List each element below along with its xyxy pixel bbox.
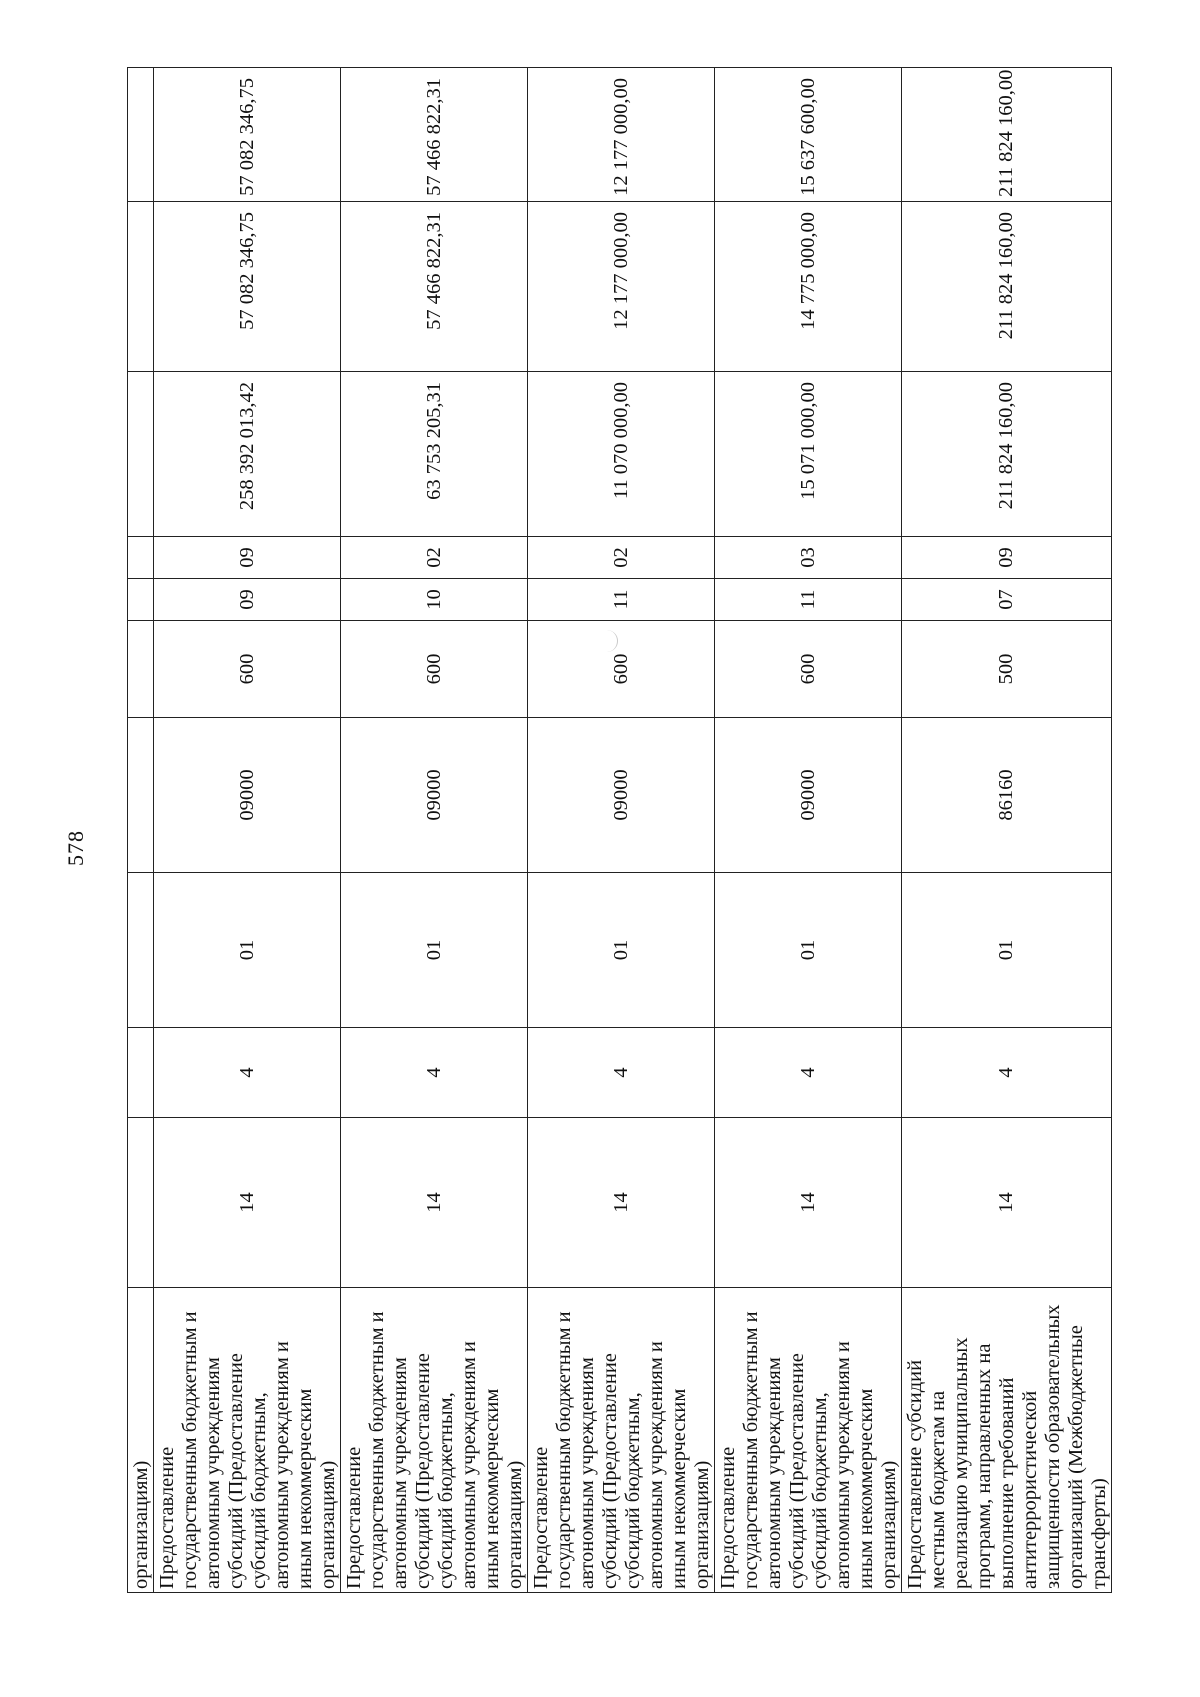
- code-cell: 600: [154, 621, 341, 718]
- amount-cell: 57 082 346,75: [154, 202, 341, 372]
- empty-cell: [128, 621, 154, 718]
- code-cell: 14: [528, 1118, 715, 1288]
- table-row: [715, 68, 902, 1593]
- code-cell: 600: [715, 621, 902, 718]
- code-cell: 01: [528, 873, 715, 1028]
- row-description: Предоставление государственным бюджетным и автономным учреждениям субсидий (Предоставление субсидий бюджетным, автономным учреждениям и иным некоммерческим организациям): [528, 1288, 715, 1593]
- amount-cell: 12 177 000,00: [528, 68, 715, 202]
- amount-cell: 57 466 822,31: [341, 202, 528, 372]
- code-cell: 01: [341, 873, 528, 1028]
- code-cell: 600: [341, 621, 528, 718]
- code-cell: 11: [528, 579, 715, 621]
- code-cell: 03: [715, 537, 902, 579]
- code-cell: 09000: [528, 718, 715, 873]
- code-cell: 07: [902, 579, 1112, 621]
- rotated-page-content: [127, 68, 1110, 1593]
- code-cell: 4: [528, 1028, 715, 1118]
- empty-cell: [128, 718, 154, 873]
- empty-cell: [128, 68, 154, 202]
- code-cell: 4: [715, 1028, 902, 1118]
- code-cell: 01: [154, 873, 341, 1028]
- code-cell: 09000: [341, 718, 528, 873]
- continuation-text: организациям): [128, 1288, 154, 1593]
- code-cell: 14: [902, 1118, 1112, 1288]
- amount-cell: 211 824 160,00: [902, 202, 1112, 372]
- empty-cell: [128, 537, 154, 579]
- row-description: Предоставление государственным бюджетным и автономным учреждениям субсидий (Предоставление субсидий бюджетным, автономным учреждениям и иным некоммерческим организациям): [154, 1288, 341, 1593]
- row-description: Предоставление государственным бюджетным и автономным учреждениям субсидий (Предоставление субсидий бюджетным, автономным учреждениям и иным некоммерческим организациям): [715, 1288, 902, 1593]
- row-description: Предоставление государственным бюджетным и автономным учреждениям субсидий (Предоставление субсидий бюджетным, автономным учреждениям и иным некоммерческим организациям): [341, 1288, 528, 1593]
- amount-cell: 211 824 160,00: [902, 68, 1112, 202]
- row-description: Предоставление субсидий местным бюджетам на реализацию муниципальных программ, направленных на выполнение требований антитеррористической защищенности образовательных организаций (Межбюджетные трансферты): [902, 1288, 1112, 1593]
- amount-cell: 57 466 822,31: [341, 68, 528, 202]
- code-cell: 09000: [154, 718, 341, 873]
- amount-cell: 211 824 160,00: [902, 372, 1112, 537]
- amount-cell: 258 392 013,42: [154, 372, 341, 537]
- table-row: [341, 68, 528, 1593]
- code-cell: 02: [528, 537, 715, 579]
- amount-cell: 57 082 346,75: [154, 68, 341, 202]
- code-cell: 10: [341, 579, 528, 621]
- amount-cell: 14 775 000,00: [715, 202, 902, 372]
- page-number: 578: [63, 830, 88, 866]
- code-cell: 09: [902, 537, 1112, 579]
- code-cell: 11: [715, 579, 902, 621]
- amount-cell: 11 070 000,00: [528, 372, 715, 537]
- empty-cell: [128, 579, 154, 621]
- code-cell: 600: [528, 621, 715, 718]
- code-cell: 09: [154, 537, 341, 579]
- code-cell: 4: [902, 1028, 1112, 1118]
- table-row: [902, 68, 1112, 1593]
- empty-cell: [128, 202, 154, 372]
- code-cell: 4: [154, 1028, 341, 1118]
- amount-cell: 63 753 205,31: [341, 372, 528, 537]
- code-cell: 09000: [715, 718, 902, 873]
- rotated-table-area: [127, 68, 1110, 1593]
- code-cell: 14: [715, 1118, 902, 1288]
- amount-cell: 15 071 000,00: [715, 372, 902, 537]
- code-cell: 86160: [902, 718, 1112, 873]
- code-cell: 02: [341, 537, 528, 579]
- empty-cell: [128, 1118, 154, 1288]
- code-cell: 14: [341, 1118, 528, 1288]
- empty-cell: [128, 372, 154, 537]
- code-cell: 01: [715, 873, 902, 1028]
- amount-cell: 12 177 000,00: [528, 202, 715, 372]
- table-row-continuation: [128, 68, 154, 1593]
- code-cell: 4: [341, 1028, 528, 1118]
- empty-cell: [128, 1028, 154, 1118]
- code-cell: 09: [154, 579, 341, 621]
- empty-cell: [128, 873, 154, 1028]
- code-cell: 14: [154, 1118, 341, 1288]
- code-cell: 500: [902, 621, 1112, 718]
- table-row: [528, 68, 715, 1593]
- table-row: [154, 68, 341, 1593]
- budget-allocation-table: [127, 67, 1112, 1593]
- code-cell: 01: [902, 873, 1112, 1028]
- amount-cell: 15 637 600,00: [715, 68, 902, 202]
